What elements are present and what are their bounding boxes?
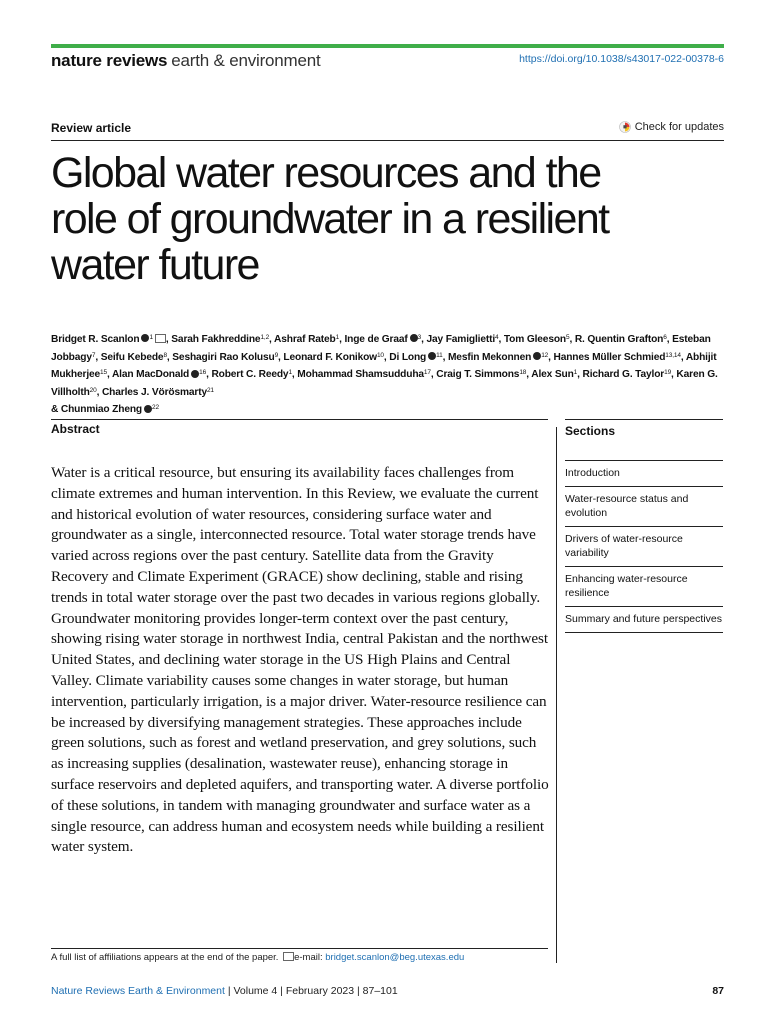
author[interactable] bbox=[575, 334, 667, 345]
author-name: R. Quentin Grafton bbox=[574, 334, 664, 345]
author[interactable] bbox=[297, 369, 431, 380]
author-name: Leonard F. Konikow bbox=[283, 351, 377, 363]
author-affiliation: 21 bbox=[206, 386, 214, 394]
author[interactable] bbox=[51, 334, 166, 345]
corresponding-email-link[interactable]: bridget.scanlon@beg.utexas.edu bbox=[325, 952, 465, 963]
author-affiliation: 12 bbox=[541, 351, 549, 359]
author-name: Abhijit Mukherjee bbox=[51, 351, 717, 381]
author-name: Tom Gleeson bbox=[503, 334, 566, 345]
journal-logo[interactable] bbox=[51, 50, 321, 72]
orcid-icon[interactable] bbox=[191, 370, 199, 378]
author-affiliation: 7 bbox=[91, 351, 96, 359]
footer-journal-link[interactable]: Nature Reviews Earth & Environment bbox=[51, 985, 225, 997]
section-link-introduction[interactable]: Introduction bbox=[565, 460, 723, 486]
author-affiliation: 10 bbox=[376, 351, 384, 359]
footer-issue-details: | Volume 4 | February 2023 | 87–101 bbox=[227, 985, 398, 997]
check-updates-label: Check for updates bbox=[634, 121, 724, 133]
author-name: Richard G. Taylor bbox=[582, 369, 665, 381]
brand-color-bar bbox=[51, 44, 724, 48]
author-name: Karen G. Villholth bbox=[51, 369, 718, 398]
author-affiliation: 6 bbox=[663, 334, 667, 341]
author-affiliation: 16 bbox=[199, 369, 207, 377]
author-affiliation: 20 bbox=[89, 386, 97, 394]
abstract-text: Water is a critical resource, but ensuring its availability faces challenges from climate extremes and human intervention. In this Review, we evaluate the current and historical evolution of water resources, considering surface water and groundwater as a single, interconnected resource. Total water storage trends have varied across regions over the past century. Satellite data from the Gravity Recovery and Climate Experiment (GRACE) show declining, stable and rising trends in total water storage over the past two decades in various regions globally. Groundwater monitoring provides longer-term context over the past century, showing rising water storage in northwest India, central Pakistan and the northwest United States, and declining water storage in the US High Plains and Central Valley. Climate variability causes some changes in water storage, but human intervention, particularly irrigation, is a major driver. Water-resource resilience can be increased by diversifying management strategies. These approaches include green solutions, such as forest and wetland preservation, and grey solutions, such as increasing supplies (desalination, wastewater reuse), enhancing storage in surface reservoirs and depleted aquifers, and transporting water. A diverse portfolio of these solutions, in tandem with managing groundwater and surface water as a single resource, can address human and ecosystem needs while building a resilient water system. bbox=[51, 464, 549, 856]
author[interactable] bbox=[448, 352, 548, 363]
footnote-text: A full list of affiliations appears at the end of the paper. bbox=[51, 952, 279, 963]
author[interactable] bbox=[171, 334, 269, 345]
journal-logo-light: earth & environment bbox=[171, 51, 321, 70]
article-title: Global water resources and the role of groundwater in a resilient water future bbox=[51, 149, 609, 289]
author-affiliation: 15 bbox=[100, 369, 107, 377]
author-affiliation: 18 bbox=[519, 369, 527, 377]
orcid-icon[interactable] bbox=[428, 352, 436, 360]
page-number: 87 bbox=[712, 985, 724, 997]
check-updates-icon bbox=[619, 121, 631, 133]
author-affiliation: 1 bbox=[149, 334, 153, 341]
author[interactable] bbox=[283, 352, 383, 363]
journal-logo-bold: nature reviews bbox=[51, 51, 168, 70]
section-link-status[interactable]: Water-resource status and evolution bbox=[565, 486, 723, 526]
sections-nav bbox=[565, 460, 723, 633]
section-link-drivers[interactable]: Drivers of water-resource variability bbox=[565, 526, 723, 566]
author-name: Seshagiri Rao Kolusu bbox=[172, 351, 275, 363]
author-name: Bridget R. Scanlon bbox=[51, 334, 140, 345]
orcid-icon[interactable] bbox=[410, 334, 418, 342]
orcid-icon[interactable] bbox=[144, 405, 152, 413]
author[interactable] bbox=[504, 334, 570, 345]
email-label: e-mail: bbox=[294, 952, 323, 963]
author-affiliation: 22 bbox=[151, 404, 159, 412]
author-affiliation: 3 bbox=[417, 334, 422, 341]
author[interactable] bbox=[389, 352, 442, 363]
affiliation-footnote bbox=[51, 952, 464, 963]
author[interactable] bbox=[344, 334, 421, 345]
check-for-updates-button[interactable] bbox=[619, 121, 724, 133]
author[interactable] bbox=[102, 387, 214, 398]
author[interactable] bbox=[112, 369, 206, 380]
author-affiliation: 5 bbox=[566, 334, 570, 341]
author[interactable] bbox=[426, 334, 498, 345]
author-name: Craig T. Simmons bbox=[436, 369, 520, 381]
author-name: Chunmiao Zheng bbox=[60, 404, 142, 416]
author-affiliation: 8 bbox=[163, 351, 167, 359]
author-affiliation: 17 bbox=[423, 369, 431, 377]
author-name: Hannes Müller Schmied bbox=[553, 351, 666, 363]
author[interactable] bbox=[554, 352, 681, 363]
sections-divider bbox=[565, 419, 723, 420]
section-link-summary[interactable]: Summary and future perspectives bbox=[565, 606, 723, 633]
abstract-divider bbox=[51, 419, 548, 420]
header-divider bbox=[51, 140, 724, 141]
author-affiliation: 11 bbox=[436, 351, 443, 359]
article-type: Review article bbox=[51, 121, 132, 135]
author-name: Jay Famiglietti bbox=[426, 334, 496, 345]
mail-icon bbox=[283, 952, 294, 961]
orcid-icon[interactable] bbox=[533, 352, 541, 360]
author-name: Alan MacDonald bbox=[111, 369, 190, 381]
author-list: Bridget R. Scanlon $^1$ , Sarah Fakhreddine$^{1,2}$, Ashraf Rateb$^1$, Inge de Graaf $^3$, Jay Famiglietti$^4$, Tom Gleeson$^5$, R. Quentin Grafton$^6$, Esteban Jobbagy$^7$, Seifu Kebede$^8$, Seshagiri Rao Kolusu$^9$, Leonard F. Konikow$^{10}$, Di Long $^{11}$, Mesfin Mekonnen $^{12}$, Hannes Müller Schmied$^{13,14}$, Abhijit Mukherjee$^{15}$, Alan MacDonald $^{16}$, Robert C. Reedy$^1$, Mohammad Shamsudduha$^{17}$, Craig T. Simmons$^{18}$, Alex Sun$^1$, Richard G. Taylor$^{19}$, Karen G. Villholth$^{20}$, Charles J. Vörösmarty$^{21}$ & Chunmiao Zheng $^{22}$ bbox=[51, 334, 718, 416]
author-name: Alex Sun bbox=[531, 369, 574, 381]
author[interactable] bbox=[436, 369, 526, 380]
author-name: Ashraf Rateb bbox=[274, 334, 336, 345]
author[interactable] bbox=[172, 352, 278, 363]
author-affiliation: 1 bbox=[335, 334, 340, 341]
author-name: Inge de Graaf bbox=[344, 334, 408, 345]
author-name: Mesfin Mekonnen bbox=[447, 351, 532, 363]
abstract-heading: Abstract bbox=[51, 422, 100, 436]
author[interactable] bbox=[274, 334, 339, 345]
author-affiliation: 19 bbox=[664, 369, 672, 377]
author-affiliation: 13,14 bbox=[665, 351, 681, 359]
author-name: Sarah Fakhreddine bbox=[171, 334, 261, 345]
author[interactable] bbox=[101, 352, 167, 363]
author-name: Di Long bbox=[389, 351, 427, 363]
author-name: Charles J. Vörösmarty bbox=[101, 386, 207, 398]
author[interactable] bbox=[531, 369, 577, 380]
author-name: Esteban Jobbagy bbox=[51, 334, 711, 363]
author[interactable]: & Chunmiao Zheng $^{22}$ bbox=[51, 404, 159, 416]
author-affiliation: 1 bbox=[573, 369, 578, 377]
sections-heading: Sections bbox=[565, 424, 616, 438]
doi-link[interactable]: https://doi.org/10.1038/s43017-022-00378-6 bbox=[519, 53, 724, 65]
author-name: Robert C. Reedy bbox=[211, 369, 289, 381]
page-footer bbox=[51, 985, 724, 997]
author[interactable] bbox=[211, 369, 291, 380]
author-affiliation: 4 bbox=[495, 334, 499, 341]
mail-icon[interactable] bbox=[155, 334, 166, 343]
journal-header bbox=[51, 50, 724, 72]
author-affiliation: 1 bbox=[288, 369, 292, 377]
author-affiliation: 9 bbox=[274, 351, 279, 359]
author-name: Seifu Kebede bbox=[100, 351, 164, 363]
column-divider bbox=[556, 427, 557, 963]
author-affiliation: 1,2 bbox=[260, 334, 270, 341]
footnote-divider bbox=[51, 948, 548, 949]
author[interactable] bbox=[582, 369, 671, 380]
author-name: Mohammad Shamsudduha bbox=[297, 369, 424, 381]
section-link-resilience[interactable]: Enhancing water-resource resilience bbox=[565, 566, 723, 606]
